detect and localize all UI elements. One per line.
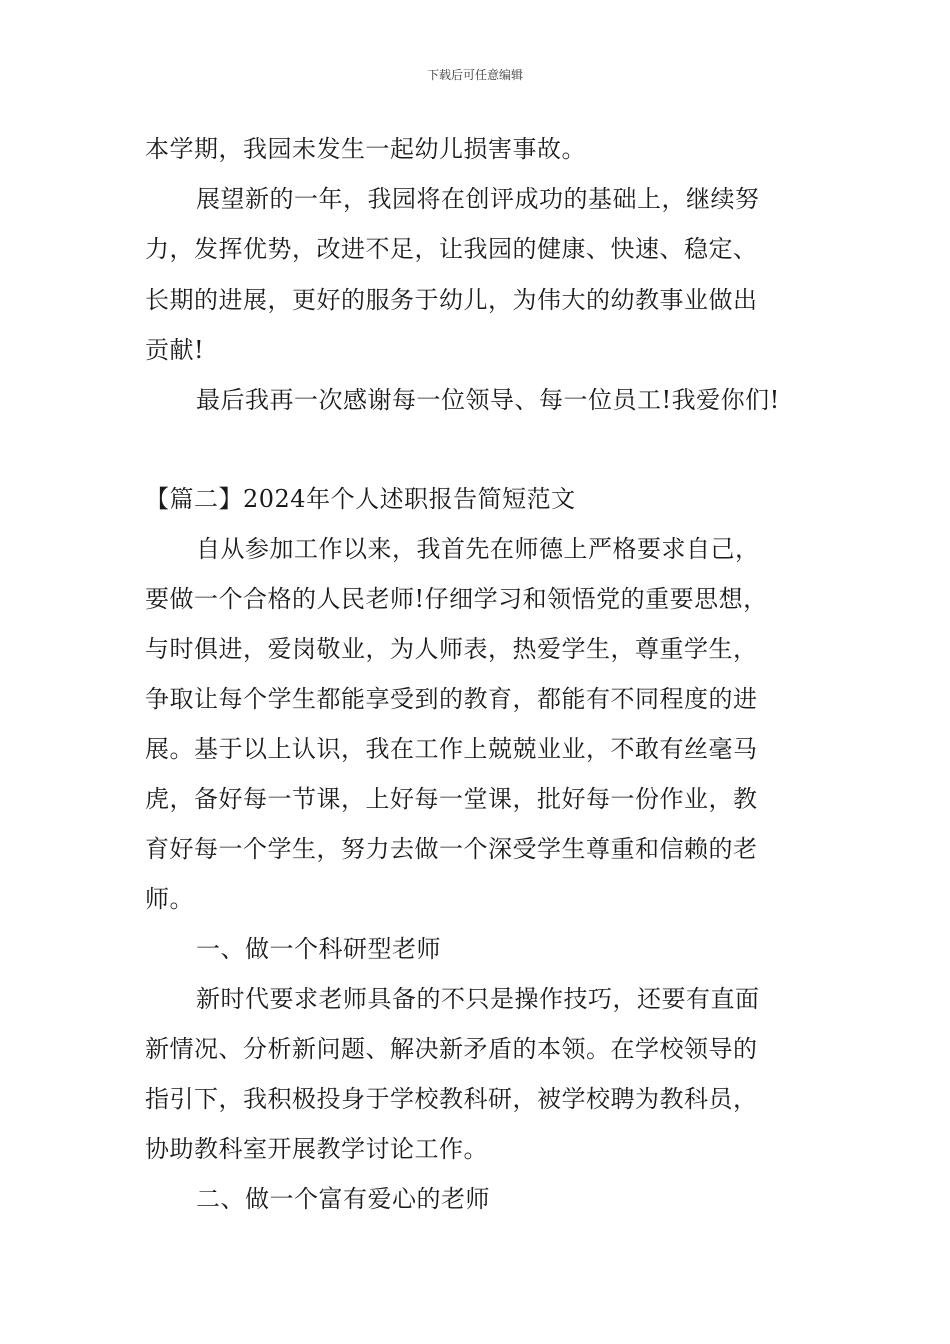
- paragraph-line: 力，发挥优势，改进不足，让我园的健康、快速、稳定、: [145, 235, 758, 263]
- paragraph-line: 展。基于以上认识，我在工作上兢兢业业，不敢有丝毫马: [145, 735, 758, 763]
- paragraph-line: 新时代要求老师具备的不只是操作技巧，还要有直面: [196, 985, 760, 1013]
- paragraph-line: 与时俱进，爱岗敬业，为人师表，热爱学生，尊重学生，: [145, 635, 758, 663]
- paragraph-line: 指引下，我积极投身于学校教科研，被学校聘为教科员，: [145, 1085, 758, 1113]
- paragraph-line: 本学期，我园未发生一起幼儿损害事故。: [145, 135, 586, 163]
- paragraph-line: 最后我再一次感谢每一位领导、每一位员工!我爱你们!: [196, 386, 780, 414]
- paragraph-line: 育好每一个学生，努力去做一个深受学生尊重和信赖的老: [145, 835, 758, 863]
- paragraph-line: 展望新的一年，我园将在创评成功的基础上，继续努: [196, 185, 760, 213]
- subsection-heading: 一、做一个科研型老师: [196, 935, 441, 963]
- paragraph-line: 要做一个合格的人民老师!仔细学习和领悟党的重要思想，: [145, 585, 768, 613]
- paragraph-line: 贡献!: [145, 336, 205, 364]
- paragraph-line: 自从参加工作以来，我首先在师德上严格要求自己，: [196, 535, 760, 563]
- paragraph-line: 师。: [145, 885, 194, 913]
- paragraph-line: 协助教科室开展教学讨论工作。: [145, 1135, 488, 1163]
- subsection-heading: 二、做一个富有爱心的老师: [196, 1185, 490, 1213]
- page-header-note: 下载后可任意编辑: [426, 68, 523, 82]
- paragraph-line: 争取让每个学生都能享受到的教育，都能有不同程度的进: [145, 685, 758, 713]
- paragraph-line: 新情况、分析新问题、解决新矛盾的本领。在学校领导的: [145, 1035, 758, 1063]
- paragraph-line: 长期的进展，更好的服务于幼儿，为伟大的幼教事业做出: [145, 286, 758, 314]
- section-heading: 【篇二】2024年个人述职报告简短范文: [145, 485, 576, 513]
- paragraph-line: 虎，备好每一节课，上好每一堂课，批好每一份作业，教: [145, 785, 758, 813]
